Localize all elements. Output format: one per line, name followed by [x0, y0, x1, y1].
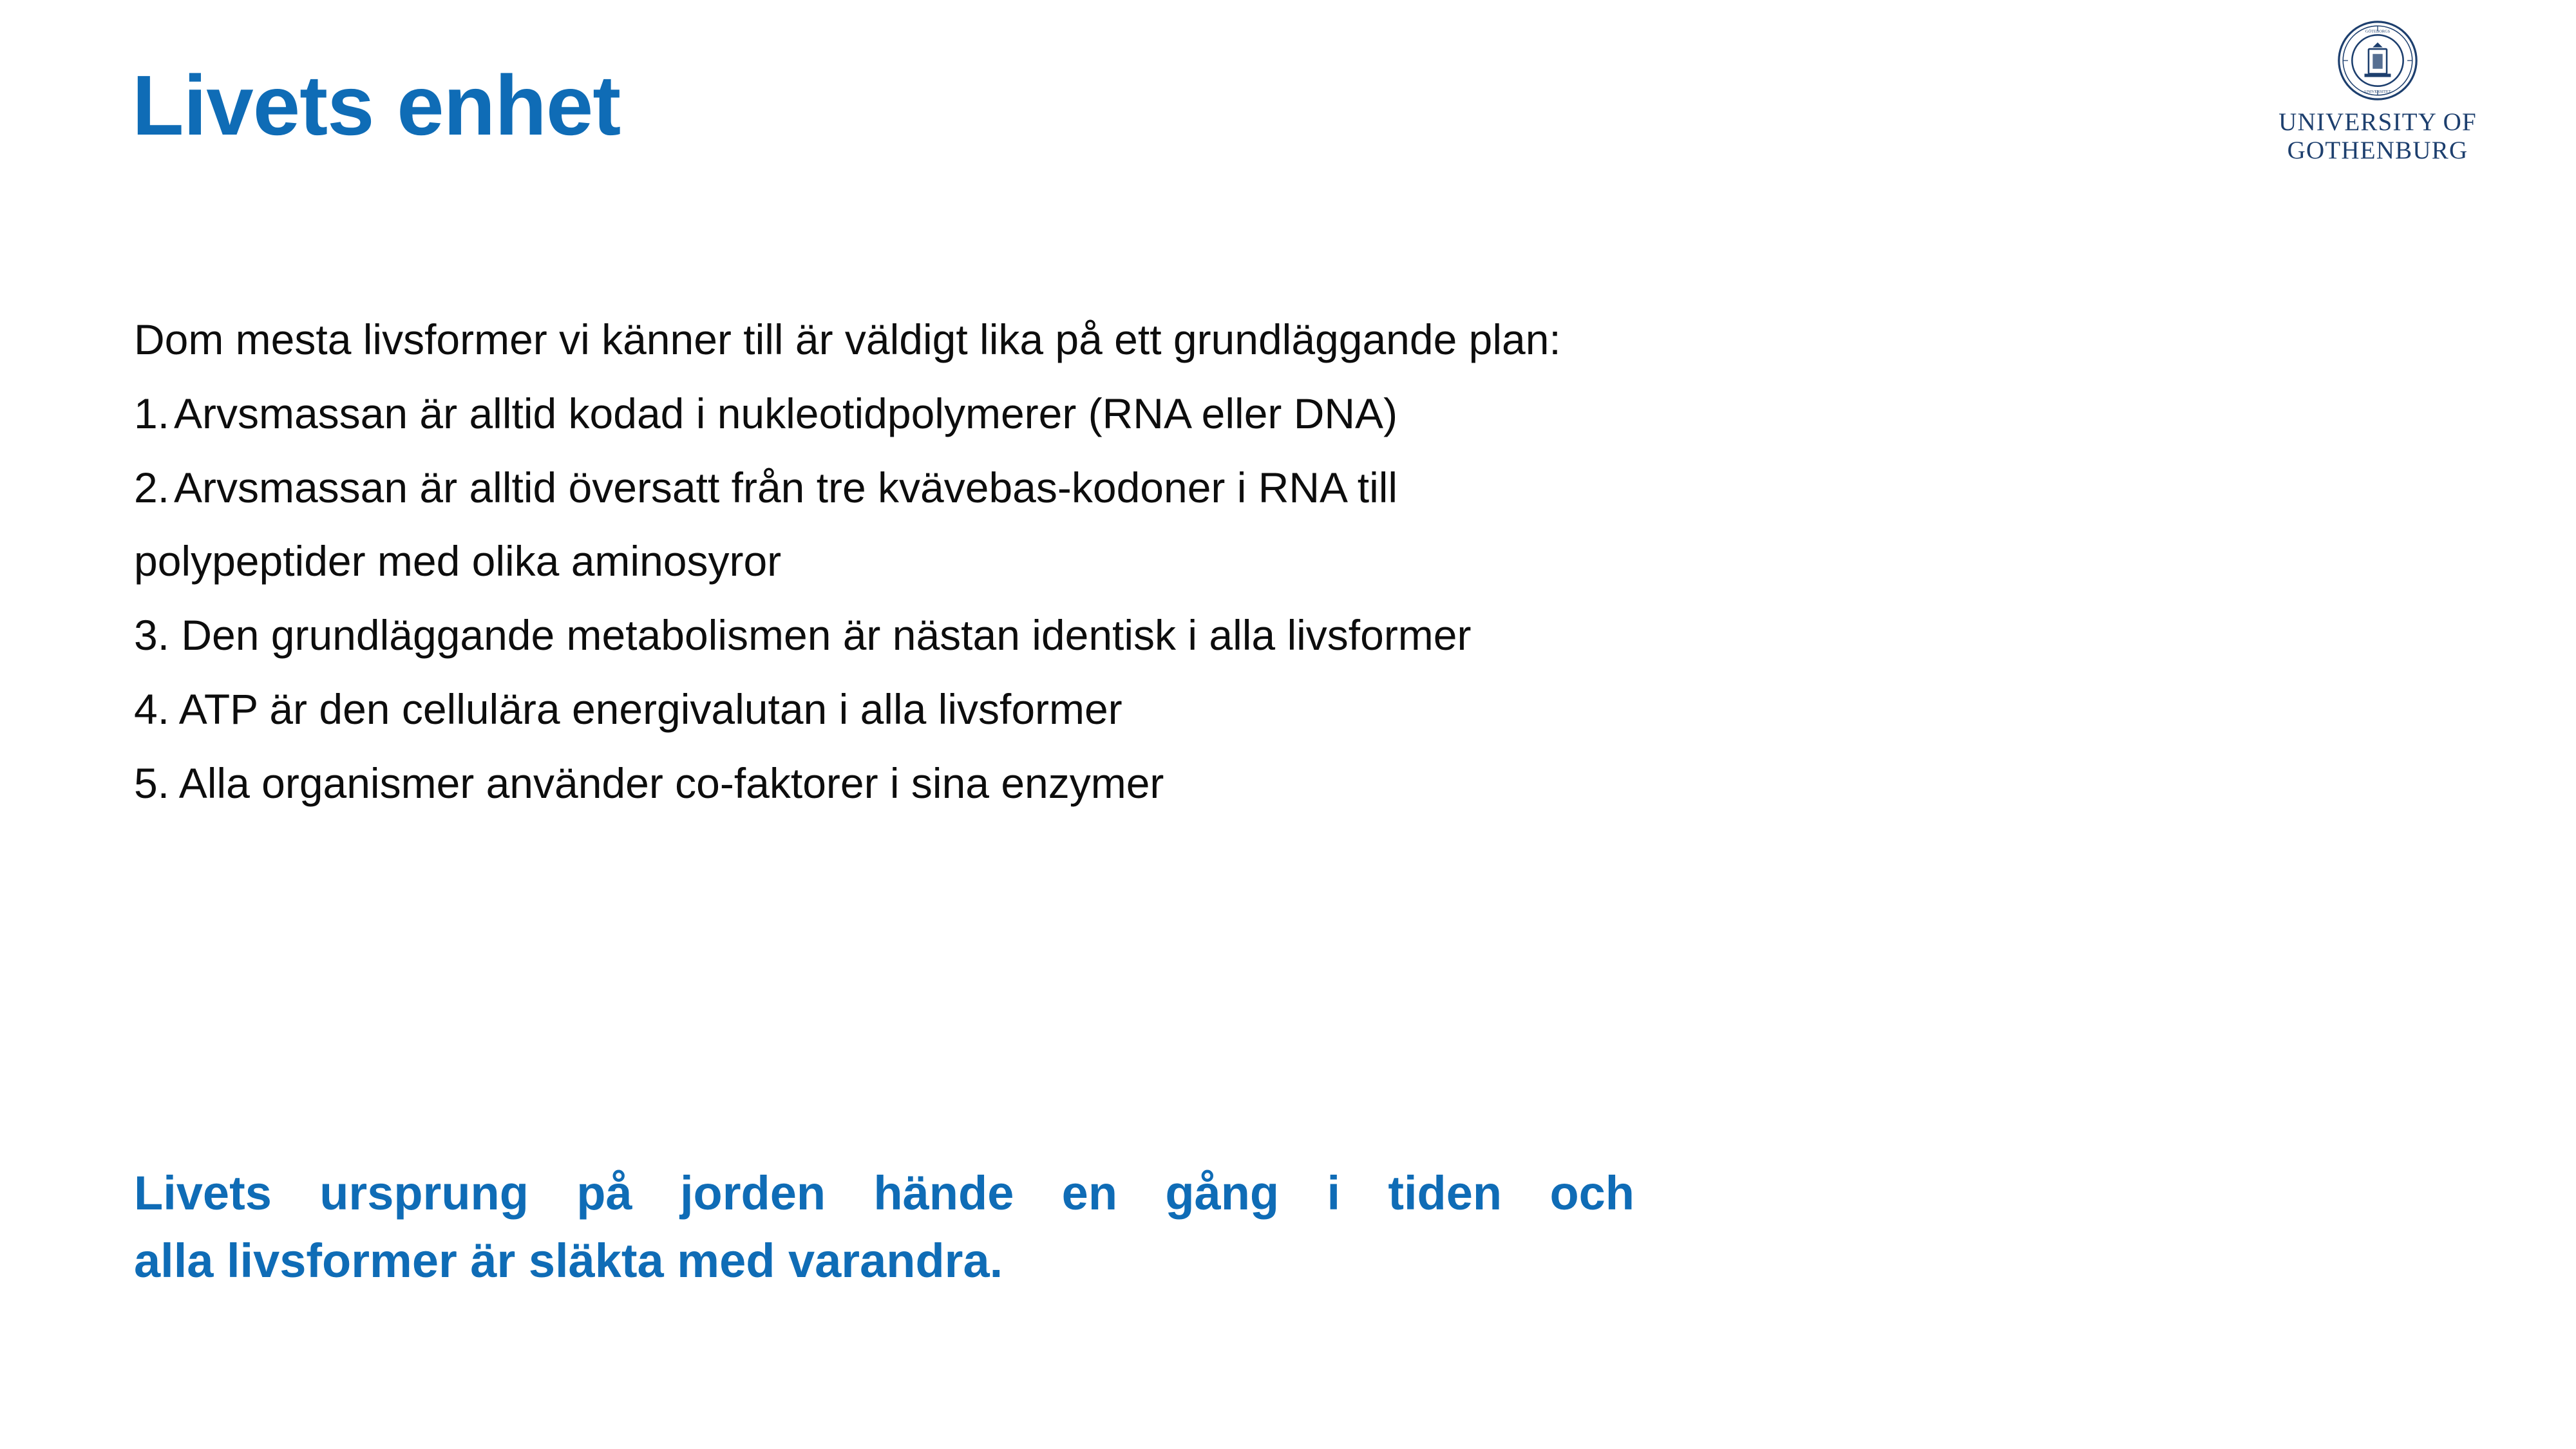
- university-logo: [2275, 19, 2481, 166]
- page-title: Livets enhet: [132, 58, 621, 153]
- list-item-label: Arvsmassan är alltid kodad i nukleotidpolymerer (RNA eller DNA): [174, 389, 1398, 437]
- list-item-label: Arvsmassan är alltid översatt från tre kvävebas-kodoner i RNA till: [174, 463, 1398, 511]
- list-item-number: 2.: [134, 463, 170, 511]
- svg-text:UNIVERSITET: UNIVERSITET: [2364, 89, 2391, 94]
- logo-line-1: UNIVERSITY OF: [2278, 108, 2477, 136]
- list-item: [134, 377, 2259, 451]
- conclusion-line-2: alla livsformer är släkta med varandra.: [134, 1234, 1003, 1288]
- list-item: 4. ATP är den cellulära energivalutan i alla livsformer: [134, 685, 1122, 734]
- list-item: [134, 451, 2259, 525]
- university-seal-icon: [2336, 19, 2419, 102]
- list-item-continuation: polypeptider med olika aminosyror: [134, 537, 782, 585]
- conclusion-text: [134, 1159, 1634, 1294]
- list-item: 3. Den grundläggande metabolismen är nästan identisk i alla livsformer: [134, 611, 1472, 659]
- logo-line-2: GOTHENBURG: [2287, 137, 2468, 165]
- logo-wordmark: [2278, 108, 2477, 166]
- list-item-number: 1.: [134, 389, 170, 437]
- intro-text: Dom mesta livsformer vi känner till är väldigt lika på ett grundläggande plan:: [134, 316, 1561, 363]
- svg-text:GÖTEBORGS: GÖTEBORGS: [2365, 29, 2391, 34]
- conclusion-line-1: Livets ursprung på jorden hände en gång i tiden och: [134, 1166, 1634, 1220]
- list-item: 5. Alla organismer använder co-faktorer i sina enzymer: [134, 759, 1164, 807]
- slide-body: [134, 303, 2259, 820]
